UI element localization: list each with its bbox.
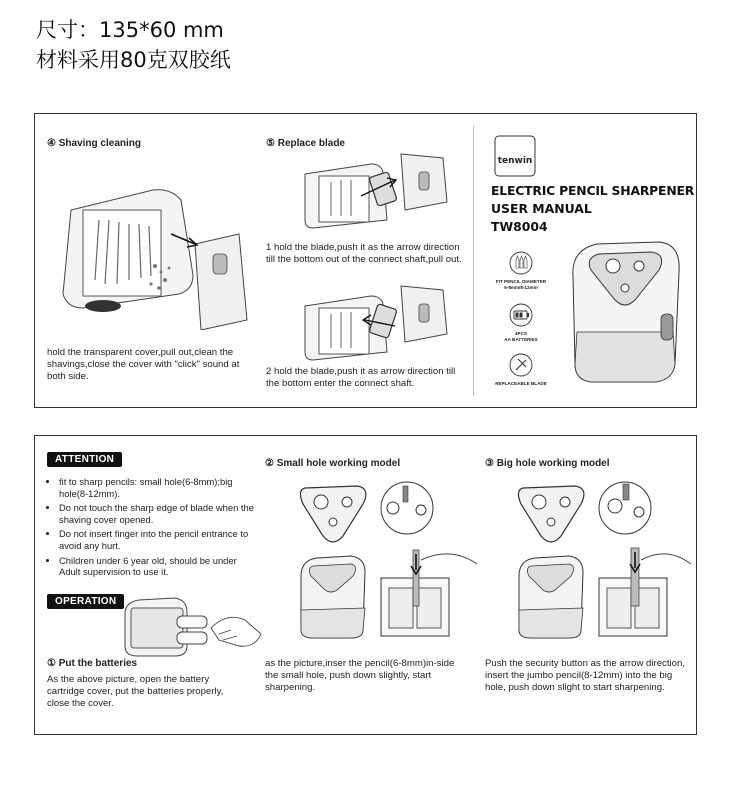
blade-removal-illustration [301,150,471,230]
operation-badge: OPERATION [47,594,124,609]
size-spec: 尺寸：135*60 mm [36,18,224,42]
replaceable-blade-label: REPLACEABLE BLADE [495,381,547,386]
shaving-cleaning-illustration [43,180,249,330]
attention-item: • fit to sharp pencils: small hole(6-8mm);big hole(8-12mm). [59,476,259,499]
small-hole-text: as the picture,inser the pencil(6-8mm)in-side the small hole, push down slightly, start sharpening. [265,658,455,693]
small-hole-illustration [291,480,481,650]
attention-item: • Do not insert finger into the pencil entrance to avoid any hurt. [59,528,259,551]
big-hole-illustration [509,480,693,650]
model-number: TW8004 [491,219,548,234]
brand-name: tenwin [497,156,533,166]
attention-list [47,476,259,581]
attention-item: • Do not touch the sharp edge of blade when the shaving cover opened. [59,502,259,525]
attention-item: • Children under 6 year old, should be under Adult supervision to use it. [59,555,259,578]
put-batteries-title: ① Put the batteries [47,658,138,669]
battery-install-illustration [115,594,265,660]
pencil-diameter-label [485,279,557,290]
pencil-diameter-label-line1: FIT PENCIL DIAMETER [495,279,547,284]
batteries-label-line2: AA BATTERIES [504,336,538,342]
put-batteries-text: As the above picture, open the battery cartridge cover, put the batteries properly, close the cover. [47,674,224,709]
sharpener-product-image [563,236,687,388]
manual-title-line2: USER MANUAL [491,201,592,216]
replaceable-blade-icon [509,352,533,378]
small-hole-title: ② Small hole working model [265,458,401,469]
big-hole-title: ③ Big hole working model [485,458,610,469]
batteries-label-line1: 4PCS [514,331,527,336]
blade-install-illustration [301,282,471,364]
manual-title-line1: ELECTRIC PENCIL SHARPENER [491,183,695,198]
battery-icon [509,302,533,328]
attention-badge: ATTENTION [47,452,122,467]
fold-line [473,126,474,396]
blade-removal-text: 1 hold the blade,push it as the arrow direction till the bottom out of the connect shaft,pull out. [266,242,462,265]
material-spec: 材料采用80克双胶纸 [36,48,231,72]
shaving-cleaning-title: ④ Shaving cleaning [47,138,141,149]
pencil-diameter-icon [509,250,533,278]
manual-panel-front [34,435,697,735]
manual-panel-back [34,113,697,408]
big-hole-text: Push the security button as the arrow direction, insert the jumbo pencil(8-12mm) into the big hole, push down slight to start sharpening. [485,658,685,693]
shaving-cleaning-text: hold the transparent cover,pull out,clean the shavings,close the cover with "click" sound at both side. [47,347,240,382]
replace-blade-title: ⑤ Replace blade [266,138,345,149]
pencil-diameter-label-line2: 6-8mm/8-12mm [504,284,538,290]
batteries-label [485,331,557,342]
blade-install-text: 2 hold the blade,push it as arrow direction till the bottom enter the connect shaft. [266,366,456,389]
brand-logo [493,134,537,178]
